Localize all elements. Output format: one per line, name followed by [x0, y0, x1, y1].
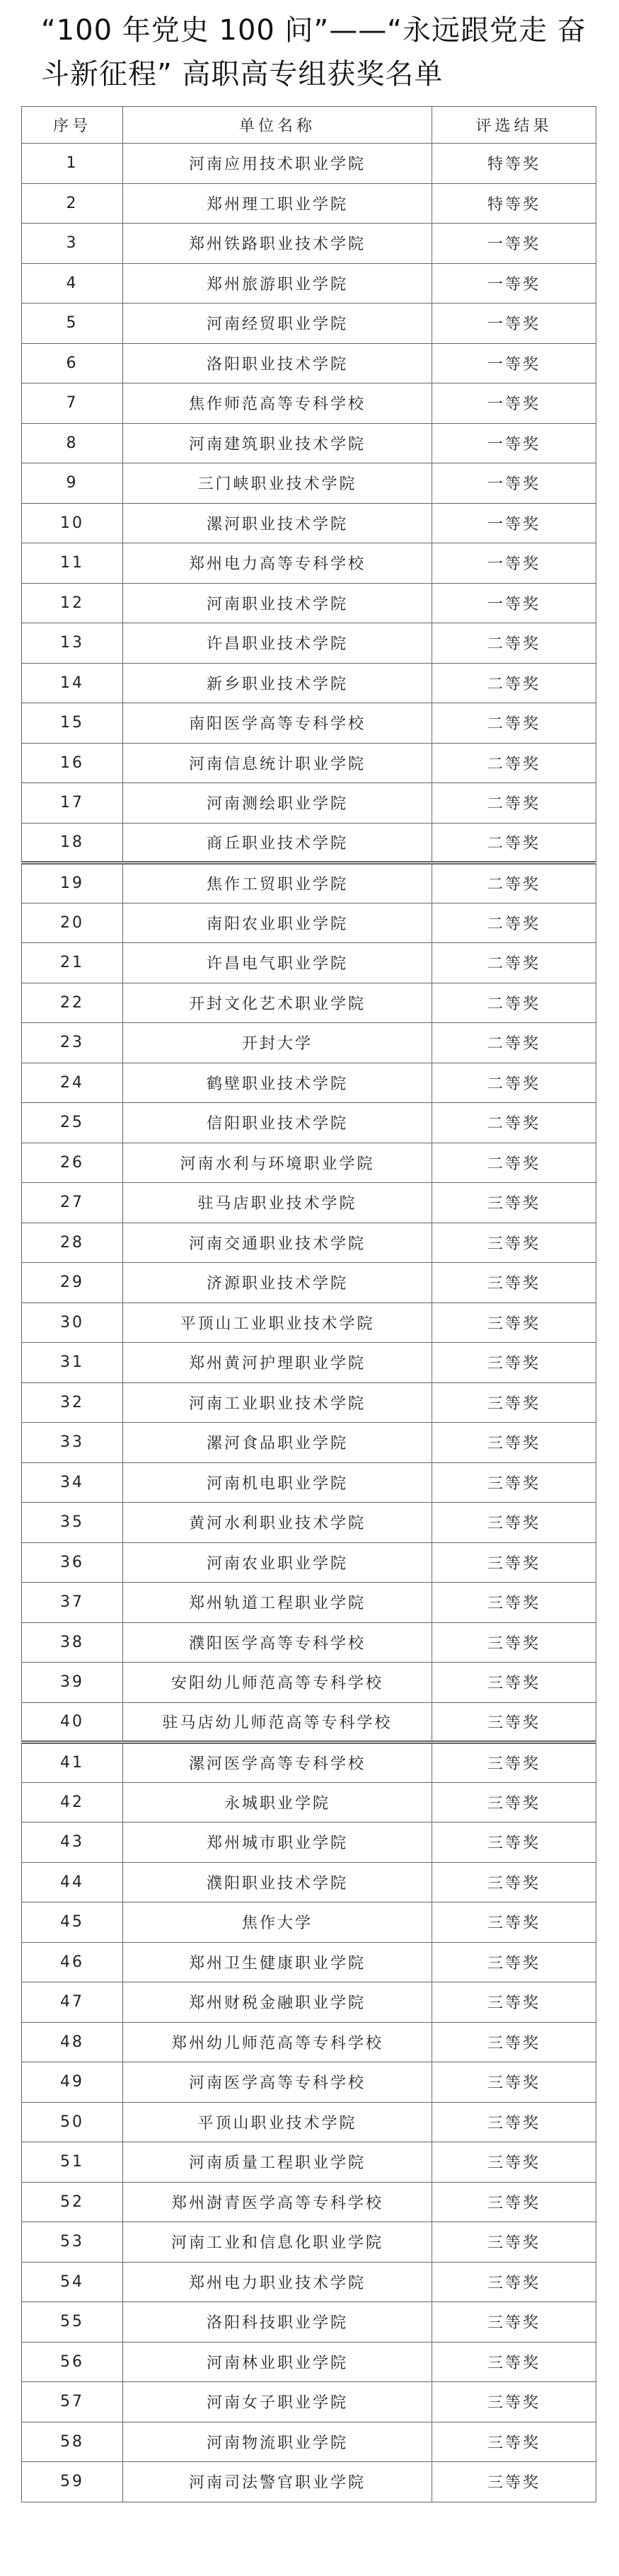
cell-unit-name: 焦作工贸职业学院 — [123, 863, 432, 903]
table-row — [22, 183, 596, 224]
cell-unit-name: 濮阳医学高等专科学校 — [123, 1622, 432, 1663]
cell-unit-name: 河南工业和信息化职业学院 — [123, 2222, 432, 2263]
cell-serial-number: 13 — [22, 623, 123, 664]
cell-result: 一等奖 — [432, 423, 596, 463]
cell-unit-name: 驻马店职业技术学院 — [123, 1183, 432, 1223]
cell-unit-name: 济源职业技术学院 — [123, 1263, 432, 1303]
table-header-row — [22, 107, 596, 144]
cell-result: 二等奖 — [432, 783, 596, 824]
cell-serial-number: 48 — [22, 2022, 123, 2062]
table-row — [22, 1663, 596, 1703]
cell-serial-number: 28 — [22, 1223, 123, 1263]
document-title — [41, 8, 593, 96]
cell-result: 二等奖 — [432, 1023, 596, 1063]
cell-unit-name: 郑州澍青医学高等专科学校 — [123, 2182, 432, 2222]
cell-serial-number: 49 — [22, 2062, 123, 2103]
cell-serial-number: 2 — [22, 183, 123, 224]
cell-result: 二等奖 — [432, 1143, 596, 1183]
cell-serial-number: 36 — [22, 1542, 123, 1583]
table-row — [22, 783, 596, 824]
table-row — [22, 2182, 596, 2222]
cell-result: 三等奖 — [432, 2462, 596, 2502]
cell-result: 三等奖 — [432, 1622, 596, 1663]
cell-result: 一等奖 — [432, 383, 596, 424]
cell-serial-number: 15 — [22, 703, 123, 744]
table-row — [22, 1462, 596, 1503]
cell-unit-name: 河南经贸职业学院 — [123, 304, 432, 344]
table-row — [22, 1743, 596, 1783]
cell-result: 二等奖 — [432, 903, 596, 943]
cell-result: 三等奖 — [432, 1902, 596, 1943]
cell-serial-number: 11 — [22, 543, 123, 584]
table-row — [22, 1223, 596, 1263]
cell-result: 三等奖 — [432, 1663, 596, 1703]
cell-serial-number: 20 — [22, 903, 123, 943]
cell-serial-number: 56 — [22, 2342, 123, 2382]
cell-serial-number: 40 — [22, 1702, 123, 1743]
table-row — [22, 863, 596, 903]
cell-result: 三等奖 — [432, 1303, 596, 1343]
table-row — [22, 1823, 596, 1863]
cell-result: 二等奖 — [432, 663, 596, 703]
cell-result: 三等奖 — [432, 2382, 596, 2422]
cell-unit-name: 驻马店幼儿师范高等专科学校 — [123, 1702, 432, 1743]
table-row — [22, 1862, 596, 1902]
cell-result: 一等奖 — [432, 503, 596, 543]
cell-unit-name: 河南农业职业学院 — [123, 1542, 432, 1583]
cell-unit-name: 三门峡职业技术学院 — [123, 463, 432, 504]
table-row — [22, 383, 596, 424]
cell-result: 一等奖 — [432, 304, 596, 344]
cell-unit-name: 黄河水利职业技术学院 — [123, 1503, 432, 1543]
cell-result: 二等奖 — [432, 1063, 596, 1103]
cell-unit-name: 郑州财税金融职业学院 — [123, 1982, 432, 2023]
table-row — [22, 1982, 596, 2023]
cell-unit-name: 河南水利与环境职业学院 — [123, 1143, 432, 1183]
cell-serial-number: 58 — [22, 2422, 123, 2462]
cell-serial-number: 29 — [22, 1263, 123, 1303]
cell-unit-name: 焦作大学 — [123, 1902, 432, 1943]
table-row — [22, 1382, 596, 1423]
cell-unit-name: 焦作师范高等专科学校 — [123, 383, 432, 424]
table-row — [22, 1303, 596, 1343]
table-row — [22, 1622, 596, 1663]
cell-unit-name: 河南女子职业学院 — [123, 2382, 432, 2422]
cell-unit-name: 南阳医学高等专科学校 — [123, 703, 432, 744]
cell-result: 三等奖 — [432, 1982, 596, 2023]
table-row — [22, 823, 596, 863]
cell-result: 二等奖 — [432, 943, 596, 983]
table-row — [22, 1542, 596, 1583]
table-row — [22, 263, 596, 304]
table-row — [22, 583, 596, 623]
cell-serial-number: 22 — [22, 983, 123, 1023]
cell-result: 三等奖 — [432, 1743, 596, 1783]
cell-unit-name: 郑州旅游职业学院 — [123, 263, 432, 304]
cell-unit-name: 洛阳科技职业学院 — [123, 2302, 432, 2343]
cell-result: 三等奖 — [432, 2062, 596, 2103]
cell-serial-number: 35 — [22, 1503, 123, 1543]
cell-result: 二等奖 — [432, 703, 596, 744]
cell-unit-name: 洛阳职业技术学院 — [123, 343, 432, 383]
table-row — [22, 663, 596, 703]
table-row — [22, 623, 596, 664]
cell-serial-number: 8 — [22, 423, 123, 463]
cell-result: 三等奖 — [432, 2022, 596, 2062]
cell-result: 三等奖 — [432, 1942, 596, 1982]
cell-unit-name: 郑州卫生健康职业学院 — [123, 1942, 432, 1982]
cell-result: 三等奖 — [432, 1183, 596, 1223]
cell-unit-name: 河南物流职业学院 — [123, 2422, 432, 2462]
cell-unit-name: 信阳职业技术学院 — [123, 1103, 432, 1143]
cell-unit-name: 鹤壁职业技术学院 — [123, 1063, 432, 1103]
cell-unit-name: 河南测绘职业学院 — [123, 783, 432, 824]
cell-serial-number: 32 — [22, 1382, 123, 1423]
cell-result: 三等奖 — [432, 1223, 596, 1263]
cell-serial-number: 17 — [22, 783, 123, 824]
cell-serial-number: 39 — [22, 1663, 123, 1703]
table-row — [22, 144, 596, 184]
cell-serial-number: 34 — [22, 1462, 123, 1503]
table-row — [22, 1183, 596, 1223]
cell-result: 三等奖 — [432, 2142, 596, 2183]
cell-result: 三等奖 — [432, 1862, 596, 1902]
cell-serial-number: 37 — [22, 1583, 123, 1623]
cell-unit-name: 开封文化艺术职业学院 — [123, 983, 432, 1023]
cell-serial-number: 33 — [22, 1423, 123, 1463]
cell-serial-number: 19 — [22, 863, 123, 903]
table-row — [22, 224, 596, 264]
cell-result: 三等奖 — [432, 2222, 596, 2263]
cell-unit-name: 河南质量工程职业学院 — [123, 2142, 432, 2183]
cell-unit-name: 河南司法警官职业学院 — [123, 2462, 432, 2502]
table-row — [22, 2462, 596, 2502]
table-row — [22, 2222, 596, 2263]
cell-result: 一等奖 — [432, 543, 596, 584]
cell-unit-name: 河南林业职业学院 — [123, 2342, 432, 2382]
cell-serial-number: 47 — [22, 1982, 123, 2023]
table-row — [22, 903, 596, 943]
table-row — [22, 543, 596, 584]
cell-unit-name: 河南交通职业技术学院 — [123, 1223, 432, 1263]
cell-unit-name: 开封大学 — [123, 1023, 432, 1063]
cell-serial-number: 10 — [22, 503, 123, 543]
cell-serial-number: 51 — [22, 2142, 123, 2183]
header-result: 评选结果 — [432, 107, 596, 144]
table-row — [22, 743, 596, 783]
cell-result: 三等奖 — [432, 2102, 596, 2142]
cell-serial-number: 4 — [22, 263, 123, 304]
cell-serial-number: 43 — [22, 1823, 123, 1863]
cell-result: 三等奖 — [432, 1542, 596, 1583]
cell-unit-name: 郑州城市职业学院 — [123, 1823, 432, 1863]
cell-unit-name: 平顶山工业职业技术学院 — [123, 1303, 432, 1343]
cell-result: 一等奖 — [432, 224, 596, 264]
table-row — [22, 463, 596, 504]
cell-result: 二等奖 — [432, 983, 596, 1023]
table-row — [22, 2022, 596, 2062]
cell-result: 一等奖 — [432, 463, 596, 504]
table-row — [22, 423, 596, 463]
cell-unit-name: 河南职业技术学院 — [123, 583, 432, 623]
cell-unit-name: 商丘职业技术学院 — [123, 823, 432, 863]
cell-result: 三等奖 — [432, 2262, 596, 2302]
cell-unit-name: 安阳幼儿师范高等专科学校 — [123, 1663, 432, 1703]
table-row — [22, 2142, 596, 2183]
cell-unit-name: 永城职业学院 — [123, 1782, 432, 1823]
cell-unit-name: 河南信息统计职业学院 — [123, 743, 432, 783]
cell-result: 一等奖 — [432, 263, 596, 304]
cell-unit-name: 濮阳职业技术学院 — [123, 1862, 432, 1902]
cell-serial-number: 45 — [22, 1902, 123, 1943]
cell-serial-number: 59 — [22, 2462, 123, 2502]
cell-serial-number: 26 — [22, 1143, 123, 1183]
table-row — [22, 2062, 596, 2103]
cell-unit-name: 郑州理工职业学院 — [123, 183, 432, 224]
cell-unit-name: 漯河食品职业学院 — [123, 1423, 432, 1463]
cell-serial-number: 18 — [22, 823, 123, 863]
cell-serial-number: 1 — [22, 144, 123, 184]
cell-result: 三等奖 — [432, 1423, 596, 1463]
table-row — [22, 2102, 596, 2142]
cell-unit-name: 河南建筑职业技术学院 — [123, 423, 432, 463]
table-row — [22, 2382, 596, 2422]
cell-unit-name: 郑州电力高等专科学校 — [123, 543, 432, 584]
cell-unit-name: 郑州电力职业技术学院 — [123, 2262, 432, 2302]
table-row — [22, 983, 596, 1023]
header-unit-name: 单位名称 — [123, 107, 432, 144]
table-row — [22, 2422, 596, 2462]
table-row — [22, 1423, 596, 1463]
cell-result: 三等奖 — [432, 1503, 596, 1543]
cell-result: 三等奖 — [432, 1462, 596, 1503]
table-row — [22, 503, 596, 543]
table-row — [22, 943, 596, 983]
cell-serial-number: 9 — [22, 463, 123, 504]
cell-result: 二等奖 — [432, 1103, 596, 1143]
table-row — [22, 2302, 596, 2343]
cell-result: 三等奖 — [432, 1343, 596, 1383]
cell-unit-name: 河南工业职业技术学院 — [123, 1382, 432, 1423]
cell-result: 二等奖 — [432, 863, 596, 903]
cell-result: 一等奖 — [432, 343, 596, 383]
table-row — [22, 1063, 596, 1103]
cell-result: 特等奖 — [432, 183, 596, 224]
cell-result: 三等奖 — [432, 1823, 596, 1863]
cell-result: 二等奖 — [432, 623, 596, 664]
cell-unit-name: 漯河医学高等专科学校 — [123, 1743, 432, 1783]
title-line-1: “100 年党史 100 问”——“永远跟党走 奋 — [41, 14, 586, 47]
cell-serial-number: 5 — [22, 304, 123, 344]
cell-result: 三等奖 — [432, 1263, 596, 1303]
table-row — [22, 703, 596, 744]
table-row — [22, 343, 596, 383]
cell-unit-name: 漯河职业技术学院 — [123, 503, 432, 543]
cell-serial-number: 6 — [22, 343, 123, 383]
cell-serial-number: 27 — [22, 1183, 123, 1223]
cell-result: 一等奖 — [432, 583, 596, 623]
cell-serial-number: 31 — [22, 1343, 123, 1383]
cell-serial-number: 54 — [22, 2262, 123, 2302]
cell-serial-number: 30 — [22, 1303, 123, 1343]
table-row — [22, 1023, 596, 1063]
title-line-2: 斗新征程” 高职高专组获奖名单 — [41, 58, 444, 91]
cell-unit-name: 郑州轨道工程职业学院 — [123, 1583, 432, 1623]
cell-unit-name: 平顶山职业技术学院 — [123, 2102, 432, 2142]
cell-result: 三等奖 — [432, 1782, 596, 1823]
table-row — [22, 1583, 596, 1623]
cell-unit-name: 河南机电职业学院 — [123, 1462, 432, 1503]
table-row — [22, 1902, 596, 1943]
cell-result: 二等奖 — [432, 743, 596, 783]
cell-serial-number: 52 — [22, 2182, 123, 2222]
cell-serial-number: 16 — [22, 743, 123, 783]
cell-result: 三等奖 — [432, 1382, 596, 1423]
cell-result: 三等奖 — [432, 1702, 596, 1743]
cell-unit-name: 河南医学高等专科学校 — [123, 2062, 432, 2103]
cell-result: 三等奖 — [432, 1583, 596, 1623]
cell-serial-number: 42 — [22, 1782, 123, 1823]
table-row — [22, 1503, 596, 1543]
cell-serial-number: 55 — [22, 2302, 123, 2343]
table-body — [22, 144, 596, 2502]
cell-serial-number: 41 — [22, 1743, 123, 1783]
cell-result: 三等奖 — [432, 2422, 596, 2462]
table-row — [22, 2342, 596, 2382]
cell-result: 二等奖 — [432, 823, 596, 863]
award-table — [21, 106, 596, 2502]
table-row — [22, 1702, 596, 1743]
cell-serial-number: 23 — [22, 1023, 123, 1063]
cell-serial-number: 3 — [22, 224, 123, 264]
cell-serial-number: 14 — [22, 663, 123, 703]
cell-result: 特等奖 — [432, 144, 596, 184]
cell-serial-number: 25 — [22, 1103, 123, 1143]
table-row — [22, 2262, 596, 2302]
table-row — [22, 1263, 596, 1303]
cell-unit-name: 许昌电气职业学院 — [123, 943, 432, 983]
cell-serial-number: 7 — [22, 383, 123, 424]
cell-result: 三等奖 — [432, 2342, 596, 2382]
table-row — [22, 1143, 596, 1183]
cell-result: 三等奖 — [432, 2182, 596, 2222]
cell-serial-number: 57 — [22, 2382, 123, 2422]
table-row — [22, 1942, 596, 1982]
cell-serial-number: 21 — [22, 943, 123, 983]
cell-serial-number: 24 — [22, 1063, 123, 1103]
cell-unit-name: 南阳农业职业学院 — [123, 903, 432, 943]
table-row — [22, 304, 596, 344]
table-row — [22, 1103, 596, 1143]
table-row — [22, 1782, 596, 1823]
header-serial-number: 序号 — [22, 107, 123, 144]
table-row — [22, 1343, 596, 1383]
cell-unit-name: 郑州幼儿师范高等专科学校 — [123, 2022, 432, 2062]
cell-serial-number: 46 — [22, 1942, 123, 1982]
cell-unit-name: 河南应用技术职业学院 — [123, 144, 432, 184]
cell-unit-name: 新乡职业技术学院 — [123, 663, 432, 703]
cell-serial-number: 53 — [22, 2222, 123, 2263]
cell-unit-name: 郑州黄河护理职业学院 — [123, 1343, 432, 1383]
cell-serial-number: 50 — [22, 2102, 123, 2142]
cell-unit-name: 许昌职业技术学院 — [123, 623, 432, 664]
cell-result: 三等奖 — [432, 2302, 596, 2343]
cell-serial-number: 12 — [22, 583, 123, 623]
cell-serial-number: 38 — [22, 1622, 123, 1663]
cell-serial-number: 44 — [22, 1862, 123, 1902]
cell-unit-name: 郑州铁路职业技术学院 — [123, 224, 432, 264]
